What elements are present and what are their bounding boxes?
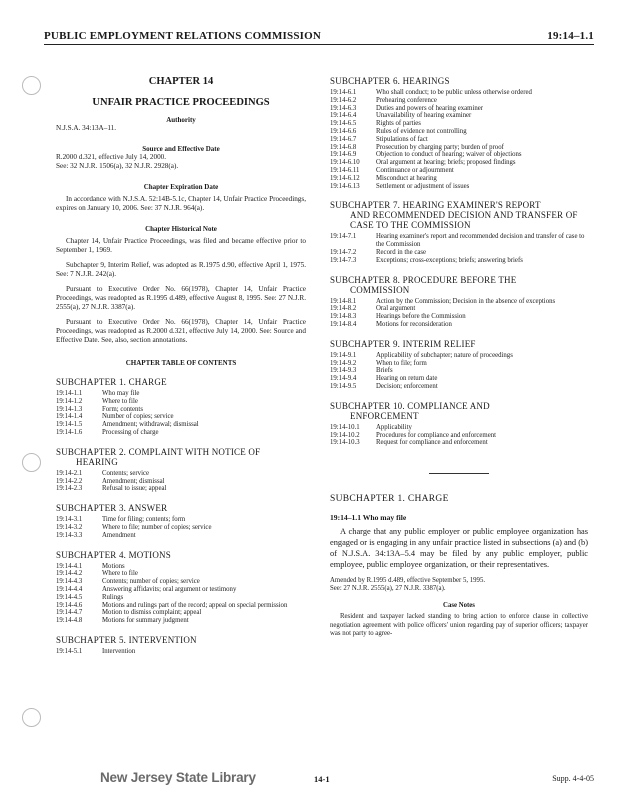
toc-section-number: 19:14-4.1 <box>56 562 83 570</box>
toc-entry <box>330 360 588 368</box>
toc-entry <box>56 421 306 429</box>
toc-section-list <box>330 89 588 190</box>
toc-section-number: 19:14-6.12 <box>330 174 360 182</box>
toc-entry <box>56 586 306 594</box>
toc-subchapter-title: SUBCHAPTER 6. HEARINGS <box>330 76 450 86</box>
supplement-date: Supp. 4-4-05 <box>552 774 594 783</box>
toc-section-title: Who may file <box>102 390 140 397</box>
punch-hole-mark <box>22 708 41 727</box>
toc-section-title: Where to file; number of copies; service <box>102 523 212 531</box>
toc-subchapter-title: SUBCHAPTER 2. COMPLAINT WITH NOTICE OF <box>56 446 261 457</box>
toc-subchapter-heading <box>56 635 306 645</box>
toc-section-title: Applicability <box>376 423 412 431</box>
toc-section-number: 19:14-4.2 <box>56 570 83 578</box>
toc-section-number: 19:14-6.5 <box>330 120 357 128</box>
toc-section-number: 19:14-10.1 <box>330 423 360 431</box>
toc-entry <box>56 570 306 578</box>
expiration-heading: Chapter Expiration Date <box>143 183 219 191</box>
toc-section-title: Hearings before the Commission <box>376 313 466 321</box>
toc-section-title: Who shall conduct; to be public unless otherwise ordered <box>376 89 532 96</box>
left-column <box>56 74 306 656</box>
section-heading: 19:14–1.1 Who may file <box>330 513 407 523</box>
toc-entry <box>56 532 306 540</box>
toc-entry <box>330 175 588 183</box>
toc-section-title: Time for filing; contents; form <box>102 516 186 524</box>
toc-subchapter-heading <box>330 76 588 86</box>
toc-section-title: Amendment; dismissal <box>102 477 165 485</box>
toc-section-list <box>56 390 306 437</box>
toc-section-title: Refusal to issue; appeal <box>102 485 167 493</box>
toc-entry <box>330 257 588 265</box>
toc-section-number: 19:14-8.4 <box>330 320 357 328</box>
right-column <box>330 76 588 639</box>
toc-section-title: Rules of evidence not controlling <box>376 127 467 135</box>
toc-section-number: 19:14-8.1 <box>330 297 357 305</box>
toc-entry <box>330 159 588 167</box>
punch-hole-mark <box>22 453 41 472</box>
toc-section-number: 19:14-4.5 <box>56 593 83 601</box>
toc-section-title: Intervention <box>102 647 136 655</box>
table-of-contents <box>56 377 306 656</box>
toc-entry <box>56 398 306 406</box>
toc-entry <box>330 128 588 136</box>
toc-section-title: Action by the Commission; Decision in the absence of exceptions <box>376 297 556 305</box>
toc-section-number: 19:14-1.4 <box>56 413 83 421</box>
toc-subchapter-heading <box>330 200 588 230</box>
toc-entry <box>330 97 588 105</box>
toc-entry <box>56 524 306 532</box>
toc-section-number: 19:14-2.3 <box>56 485 83 493</box>
toc-entry <box>330 298 588 306</box>
toc-section-title: Continuance or adjournment <box>376 166 454 174</box>
toc-section-number: 19:14-6.6 <box>330 127 357 135</box>
punch-hole-mark <box>22 76 41 95</box>
toc-section-number: 19:14-1.6 <box>56 428 83 436</box>
toc-section-number: 19:14-3.1 <box>56 516 83 524</box>
toc-section-list <box>56 648 306 656</box>
toc-entry <box>56 594 306 602</box>
toc-entry <box>56 578 306 586</box>
amendment-note: See: 27 N.J.R. 2555(a), 27 N.J.R. 3387(a). <box>330 585 446 593</box>
history-paragraph: Chapter 14, Unfair Practice Proceedings, was filed and became effective prior to September 1, 1969. <box>56 237 306 254</box>
toc-section-number: 19:14-1.3 <box>56 405 83 413</box>
toc-entry <box>330 432 588 440</box>
toc-section-list <box>330 352 588 391</box>
toc-entry <box>330 105 588 113</box>
toc-entry <box>56 648 306 656</box>
toc-section-title: Amendment; withdrawal; dismissal <box>102 421 199 429</box>
toc-subchapter-heading <box>330 401 588 421</box>
chapter-title: UNFAIR PRACTICE PROCEEDINGS <box>92 97 270 108</box>
toc-section-number: 19:14-6.4 <box>330 112 357 120</box>
toc-subchapter-title: SUBCHAPTER 5. INTERVENTION <box>56 634 197 645</box>
toc-subchapter-heading <box>330 275 588 295</box>
toc-section-list <box>56 563 306 625</box>
toc-section-title: Hearing examiner's report and recommended decision and transfer of case to the Commission <box>376 233 585 249</box>
toc-entry <box>330 367 588 375</box>
page-footer <box>56 770 594 788</box>
toc-section-list <box>330 424 588 447</box>
toc-entry <box>330 352 588 360</box>
toc-section-number: 19:14-2.1 <box>56 469 83 477</box>
toc-section-title: Rights of parties <box>376 120 421 128</box>
toc-entry <box>330 151 588 159</box>
toc-section-title: Misconduct at hearing <box>376 174 437 182</box>
source-text: See: 32 N.J.R. 1506(a), 32 N.J.R. 2928(a). <box>56 162 179 170</box>
toc-section-title: Stipulations of fact <box>376 135 428 143</box>
toc-entry <box>56 406 306 414</box>
history-heading: Chapter Historical Note <box>145 225 217 233</box>
toc-entry <box>56 609 306 617</box>
toc-entry <box>330 120 588 128</box>
toc-subchapter-title: SUBCHAPTER 10. COMPLIANCE AND <box>330 400 490 411</box>
toc-section-title: Applicability of subchapter; nature of proceedings <box>376 351 513 359</box>
toc-section-title: Record in the case <box>376 248 427 256</box>
toc-section-number: 19:14-8.3 <box>330 313 357 321</box>
toc-section-title: Decision; enforcement <box>376 382 438 390</box>
toc-subchapter-heading <box>56 550 306 560</box>
toc-section-number: 19:14-1.1 <box>56 390 83 397</box>
toc-section-number: 19:14-2.2 <box>56 477 83 485</box>
toc-entry <box>330 183 588 191</box>
toc-subchapter-heading <box>330 339 588 349</box>
library-watermark: New Jersey State Library <box>100 770 256 785</box>
toc-entry <box>330 233 588 249</box>
toc-section-list <box>56 516 306 539</box>
toc-section-title: Motion to dismiss complaint; appeal <box>102 609 202 617</box>
running-header <box>44 30 594 45</box>
toc-entry <box>330 89 588 97</box>
toc-entry <box>330 439 588 447</box>
toc-subchapter-title: SUBCHAPTER 9. INTERIM RELIEF <box>330 338 476 349</box>
toc-subchapter-title-continued: AND RECOMMENDED DECISION AND TRANSFER OF CASE TO THE COMMISSION <box>350 210 578 231</box>
toc-entry <box>330 305 588 313</box>
toc-section-title: Processing of charge <box>102 428 159 436</box>
toc-subchapter-title: SUBCHAPTER 8. PROCEDURE BEFORE THE <box>330 274 517 285</box>
toc-section-title: Where to file <box>102 397 138 405</box>
toc-section-title: Number of copies; service <box>102 413 174 421</box>
toc-entry <box>56 470 306 478</box>
toc-section-title: Motions <box>102 562 125 570</box>
amendment-note: Amended by R.1995 d.489, effective September 5, 1995. <box>330 577 486 585</box>
source-text: R.2000 d.321, effective July 14, 2000. <box>56 153 167 161</box>
toc-section-number: 19:14-1.2 <box>56 397 83 405</box>
toc-section-number: 19:14-4.4 <box>56 585 83 593</box>
toc-entry <box>56 602 306 610</box>
toc-section-number: 19:14-6.13 <box>330 182 360 190</box>
toc-section-number: 19:14-3.3 <box>56 531 83 539</box>
subchapter-heading: SUBCHAPTER 1. CHARGE <box>330 494 449 505</box>
toc-subchapter-heading <box>56 377 306 387</box>
toc-section-title: Motions and rulings part of the record; appeal on special permission <box>102 601 288 609</box>
toc-section-title: Amendment <box>102 531 136 539</box>
toc-section-title: Prehearing conference <box>376 96 437 104</box>
toc-entry <box>56 413 306 421</box>
toc-entry <box>330 375 588 383</box>
toc-entry <box>330 167 588 175</box>
toc-section-number: 19:14-6.10 <box>330 159 360 167</box>
toc-entry <box>330 424 588 432</box>
toc-subchapter-title: SUBCHAPTER 1. CHARGE <box>56 377 167 387</box>
toc-subchapter-heading <box>56 503 306 513</box>
toc-section-number: 19:14-6.11 <box>330 166 360 174</box>
toc-entry <box>56 485 306 493</box>
toc-subchapter-title-continued: HEARING <box>76 456 118 467</box>
toc-section-number: 19:14-4.7 <box>56 609 83 617</box>
toc-section-title: When to file; form <box>376 359 427 367</box>
toc-heading: CHAPTER TABLE OF CONTENTS <box>125 359 237 367</box>
toc-section-title: Briefs <box>376 367 393 375</box>
toc-section-title: Contents; number of copies; service <box>102 578 200 586</box>
toc-section-number: 19:14-9.5 <box>330 382 357 390</box>
toc-section-number: 19:14-7.3 <box>330 256 357 264</box>
toc-section-title: Unavailability of hearing examiner <box>376 112 472 120</box>
toc-section-title: Motions for reconsideration <box>376 320 452 328</box>
toc-entry <box>56 516 306 524</box>
toc-section-list <box>330 298 588 329</box>
page-number: 14-1 <box>314 774 330 784</box>
toc-entry <box>56 429 306 437</box>
header-section-number: 19:14–1.1 <box>547 30 594 42</box>
toc-subchapter-heading <box>56 447 306 467</box>
toc-subchapter-title: SUBCHAPTER 3. ANSWER <box>56 503 168 514</box>
toc-section-number: 19:14-4.6 <box>56 601 83 609</box>
toc-section-number: 19:14-5.1 <box>56 647 83 655</box>
case-notes-text: Resident and taxpayer lacked standing to bring action to enforce clause in collective negotiation agreement with police officers' union regarding pay of superior officers; taxpayer was not party to agree- <box>330 613 588 638</box>
toc-section-number: 19:14-6.3 <box>330 104 357 112</box>
history-paragraph: Subchapter 9, Interim Relief, was adopted as R.1975 d.90, effective April 1, 1975. See: 7 N.J.R. 242(a). <box>56 261 306 278</box>
toc-section-title: Answering affidavits; oral argument or testimony <box>102 585 237 593</box>
header-title: PUBLIC EMPLOYMENT RELATIONS COMMISSION <box>44 30 322 42</box>
toc-section-number: 19:14-10.3 <box>330 439 360 447</box>
toc-section-number: 19:14-6.2 <box>330 96 357 104</box>
toc-section-number: 19:14-3.2 <box>56 523 83 531</box>
toc-section-title: Oral argument <box>376 305 416 313</box>
toc-subchapter-title: SUBCHAPTER 4. MOTIONS <box>56 549 171 560</box>
toc-section-title: Request for compliance and enforcement <box>376 439 488 447</box>
toc-entry <box>330 112 588 120</box>
history-paragraph: Pursuant to Executive Order No. 66(1978), Chapter 14, Unfair Practice Proceedings, was readopted as R.2000 d.321, effective July 14, 2000. See: Source and Effective Date. See, also, section annotations. <box>56 318 306 344</box>
toc-section-title: Hearing on return date <box>376 375 438 383</box>
toc-section-number: 19:14-4.8 <box>56 617 83 625</box>
section-divider <box>429 473 489 474</box>
toc-section-title: Where to file <box>102 570 138 578</box>
toc-section-list <box>56 470 306 493</box>
toc-section-title: Procedures for compliance and enforcement <box>376 431 497 439</box>
history-paragraph: Pursuant to Executive Order No. 66(1978), Chapter 14, Unfair Practice Proceedings, was readopted as R.1995 d.489, effective August 8, 1995. See: 27 N.J.R. 2555(a), 27 N.J.R. 3387(a). <box>56 285 306 311</box>
toc-subchapter-title-continued: ENFORCEMENT <box>350 410 419 421</box>
toc-section-title: Motions for summary judgment <box>102 617 189 625</box>
toc-section-number: 19:14-7.2 <box>330 248 357 256</box>
toc-subchapter-title: SUBCHAPTER 7. HEARING EXAMINER'S REPORT <box>330 200 541 211</box>
table-of-contents <box>330 76 588 447</box>
toc-section-title: Objection to conduct of hearing; waiver of objections <box>376 151 522 159</box>
toc-section-number: 19:14-9.2 <box>330 359 357 367</box>
toc-section-title: Prosecution by charging party; burden of proof <box>376 143 504 151</box>
toc-entry <box>330 321 588 329</box>
toc-section-number: 19:14-6.8 <box>330 143 357 151</box>
toc-section-list <box>330 233 588 264</box>
toc-entry <box>56 563 306 571</box>
toc-section-number: 19:14-9.3 <box>330 367 357 375</box>
toc-section-title: Contents; service <box>102 469 150 477</box>
toc-entry <box>56 390 306 398</box>
toc-entry <box>330 144 588 152</box>
section-text: A charge that any public employer or public employee organization has engaged or is engaging in any unfair practice listed in subsections (a) and (b) of N.J.S.A. 34:13A–5.4 may be filed by any public employer, public employee, public employee organization, or their representatives. <box>330 527 588 570</box>
toc-subchapter-title-continued: COMMISSION <box>350 284 410 295</box>
toc-section-number: 19:14-8.2 <box>330 305 357 313</box>
toc-entry <box>330 249 588 257</box>
toc-section-number: 19:14-4.3 <box>56 578 83 586</box>
toc-section-title: Exceptions; cross-exceptions; briefs; answering briefs <box>376 256 523 264</box>
source-heading: Source and Effective Date <box>142 145 220 153</box>
toc-entry <box>56 617 306 625</box>
toc-section-number: 19:14-9.4 <box>330 375 357 383</box>
toc-section-title: Form; contents <box>102 405 143 413</box>
toc-section-title: Oral argument at hearing; briefs; proposed findings <box>376 159 516 167</box>
toc-entry <box>330 136 588 144</box>
toc-section-number: 19:14-1.5 <box>56 421 83 429</box>
toc-entry <box>330 313 588 321</box>
toc-section-title: Settlement or adjustment of issues <box>376 182 470 190</box>
toc-section-number: 19:14-7.1 <box>330 233 357 241</box>
toc-section-number: 19:14-10.2 <box>330 431 360 439</box>
toc-section-number: 19:14-6.7 <box>330 135 357 143</box>
authority-heading: Authority <box>166 116 196 124</box>
chapter-number: CHAPTER 14 <box>148 76 214 87</box>
toc-section-number: 19:14-9.1 <box>330 351 357 359</box>
expiration-text: In accordance with N.J.S.A. 52:14B-5.1c, Chapter 14, Unfair Practice Proceedings, expires on January 10, 2006. See: 37 N.J.R. 964(a). <box>56 195 306 212</box>
toc-section-number: 19:14-6.1 <box>330 89 357 96</box>
toc-entry <box>330 383 588 391</box>
case-notes-heading: Case Notes <box>443 602 475 610</box>
toc-section-title: Duties and powers of hearing examiner <box>376 104 484 112</box>
toc-section-number: 19:14-6.9 <box>330 151 357 159</box>
authority-text: N.J.S.A. 34:13A–11. <box>56 124 117 132</box>
toc-entry <box>56 478 306 486</box>
toc-section-title: Rulings <box>102 593 124 601</box>
